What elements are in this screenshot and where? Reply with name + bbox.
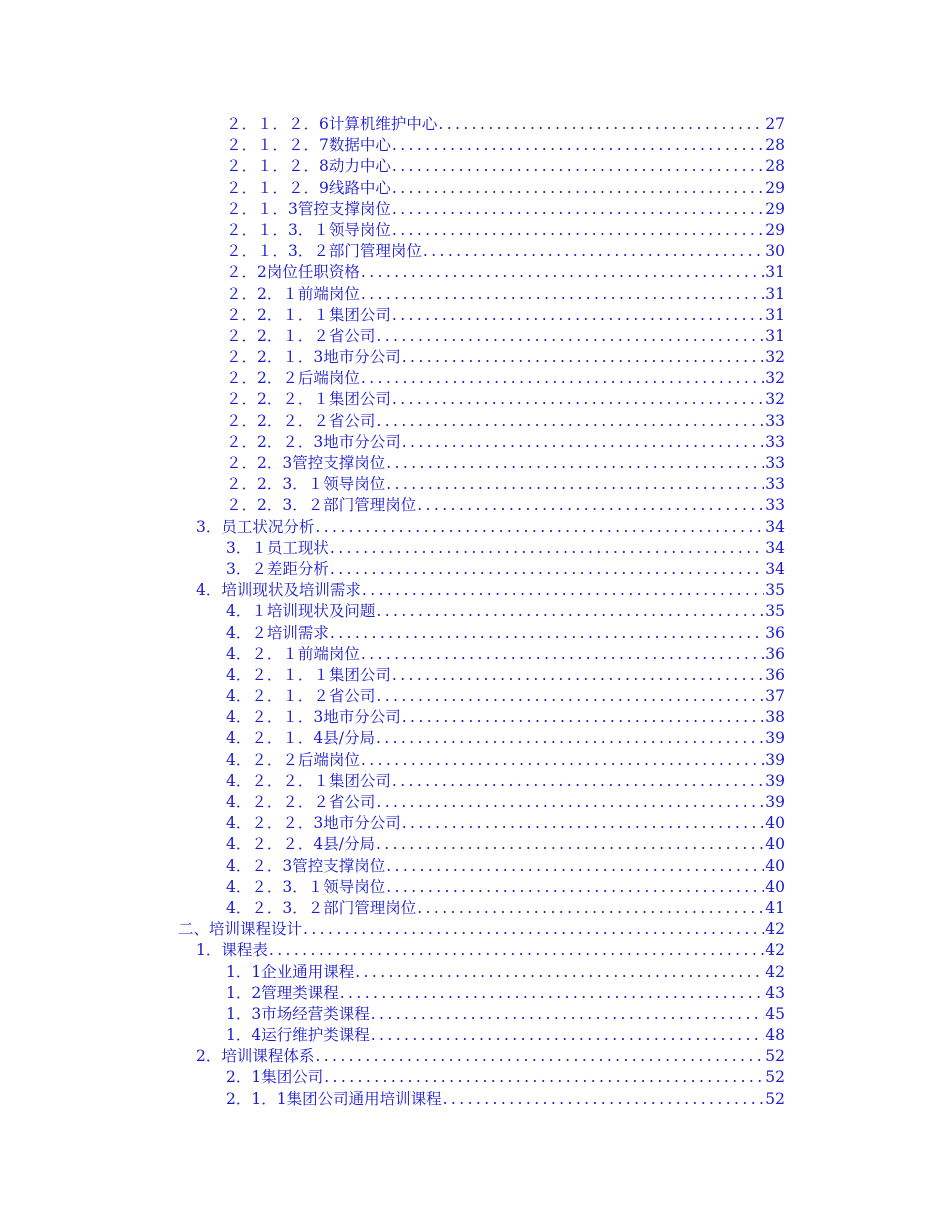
toc-entry[interactable]: [226, 495, 785, 516]
toc-entry-page-number: 31: [765, 263, 785, 282]
toc-dot-leader: [401, 347, 765, 368]
toc-dot-leader: [370, 1004, 765, 1025]
toc-entry-title: ２．2岗位任职资格: [226, 263, 360, 282]
toc-entry-page-number: 52: [765, 1089, 785, 1108]
toc-entry[interactable]: [226, 262, 785, 283]
toc-entry[interactable]: [196, 517, 785, 538]
toc-entry-title: 4．２．２．１集团公司: [226, 771, 391, 790]
toc-entry-page-number: 39: [765, 771, 785, 790]
toc-entry-title: 2．培训课程体系: [196, 1047, 315, 1066]
toc-entry-title: ２．１．3．１领导岗位: [226, 220, 391, 239]
toc-entry-page-number: 43: [765, 983, 785, 1002]
toc-entry-page-number: 35: [765, 581, 785, 600]
toc-dot-leader: [375, 686, 764, 707]
toc-entry-title: ２．2．２．3地市分公司: [226, 432, 401, 451]
toc-entry-title: 4．２．１前端岗位: [226, 644, 360, 663]
toc-dot-leader: [401, 813, 765, 834]
toc-entry-title: ２．2．１．１集团公司: [226, 305, 391, 324]
toc-dot-leader: [302, 919, 764, 940]
toc-entry-title: ２．2．２．１集团公司: [226, 390, 391, 409]
toc-dot-leader: [385, 453, 764, 474]
toc-entry-title: ２．2．１．２省公司: [226, 326, 376, 345]
toc-entry-page-number: 42: [765, 962, 785, 981]
toc-entry[interactable]: [226, 474, 785, 495]
toc-entry-title: 4．培训现状及培训需求: [196, 581, 361, 600]
toc-entry-title: ２．１．２．7数据中心: [226, 136, 391, 155]
toc-entry-title: 1．课程表: [196, 941, 268, 960]
toc-entry[interactable]: [226, 326, 785, 347]
toc-entry-page-number: 36: [765, 644, 785, 663]
toc-dot-leader: [391, 665, 764, 686]
toc-entry[interactable]: [196, 580, 785, 601]
toc-entry[interactable]: [226, 538, 785, 559]
toc-entry-page-number: 39: [765, 793, 785, 811]
toc-dot-leader: [401, 432, 765, 453]
toc-entry[interactable]: [196, 940, 785, 961]
toc-dot-leader: [360, 644, 764, 665]
toc-entry-page-number: 41: [765, 898, 785, 917]
toc-entry[interactable]: [226, 1004, 785, 1025]
toc-dot-leader: [361, 580, 764, 601]
toc-entry[interactable]: [226, 347, 785, 368]
toc-dot-leader: [375, 326, 764, 347]
toc-entry-page-number: 48: [765, 1026, 785, 1045]
toc-entry[interactable]: [226, 1025, 785, 1046]
toc-dot-leader: [385, 877, 764, 898]
toc-dot-leader: [314, 517, 764, 538]
toc-entry-title: 4．２．１．3地市分公司: [226, 708, 401, 727]
toc-entry-page-number: 36: [765, 623, 785, 642]
toc-dot-leader: [391, 305, 764, 326]
toc-entry-page-number: 40: [765, 877, 785, 896]
toc-entry-title: ２．2．3管控支撑岗位: [226, 454, 386, 472]
toc-dot-leader: [329, 559, 764, 580]
toc-entry[interactable]: [226, 771, 785, 792]
toc-dot-leader: [442, 1089, 765, 1110]
toc-dot-leader: [391, 156, 764, 177]
toc-entry[interactable]: [178, 919, 785, 940]
toc-entry[interactable]: [226, 962, 785, 983]
toc-entry-page-number: 39: [765, 750, 785, 769]
toc-entry-title: 4．１培训现状及问题: [226, 602, 376, 621]
toc-entry[interactable]: [226, 601, 785, 622]
toc-entry[interactable]: [226, 856, 785, 877]
toc-entry-title: ２．2．１．3地市分公司: [226, 348, 401, 367]
toc-entry-title: 二、培训课程设计: [178, 920, 303, 939]
toc-entry-page-number: 29: [765, 220, 785, 239]
toc-dot-leader: [391, 220, 764, 241]
toc-entry-title: 4．２．２．２省公司: [226, 793, 376, 811]
toc-dot-leader: [375, 411, 764, 432]
toc-entry-title: 3．２差距分析: [226, 559, 329, 578]
toc-entry-title: 2．1．1集团公司通用培训课程: [226, 1089, 442, 1108]
toc-entry[interactable]: [226, 156, 785, 177]
toc-entry-page-number: 31: [765, 326, 785, 345]
toc-entry[interactable]: [196, 1046, 785, 1067]
toc-entry[interactable]: [226, 432, 785, 453]
toc-dot-leader: [385, 856, 764, 877]
toc-entry[interactable]: [226, 792, 785, 813]
toc-entry[interactable]: [226, 623, 785, 644]
toc-entry[interactable]: [226, 135, 785, 156]
toc-entry-page-number: 37: [765, 687, 785, 706]
toc-dot-leader: [339, 983, 765, 1004]
toc-entry[interactable]: [226, 750, 785, 771]
toc-dot-leader: [375, 792, 764, 813]
toc-entry[interactable]: [226, 834, 785, 855]
toc-dot-leader: [314, 1046, 764, 1067]
toc-entry[interactable]: [226, 411, 785, 432]
toc-entry-page-number: 30: [765, 242, 785, 261]
toc-dot-leader: [268, 940, 764, 961]
toc-entry[interactable]: [226, 728, 785, 749]
toc-entry-title: ２．2．２后端岗位: [226, 369, 360, 388]
toc-entry-title: ２．2．１前端岗位: [226, 284, 360, 303]
toc-entry-title: 1．1企业通用课程: [226, 962, 355, 981]
toc-dot-leader: [360, 368, 764, 389]
toc-entry-page-number: 33: [765, 411, 785, 430]
toc-entry-title: 4．２．3管控支撑岗位: [226, 856, 386, 875]
toc-dot-leader: [375, 834, 764, 855]
toc-dot-leader: [354, 962, 764, 983]
toc-entry-title: 4．２．3．２部门管理岗位: [226, 898, 417, 917]
toc-entry-page-number: 33: [765, 496, 785, 515]
toc-entry[interactable]: [226, 707, 785, 728]
toc-entry[interactable]: [226, 199, 785, 220]
toc-entry[interactable]: [226, 453, 785, 474]
toc-entry-title: 4．２．２后端岗位: [226, 750, 360, 769]
toc-entry-title: 4．２．１．4县/分局: [226, 729, 375, 748]
toc-entry[interactable]: [226, 898, 785, 919]
toc-entry-page-number: 40: [765, 856, 785, 875]
toc-entry-title: 4．２．１．１集团公司: [226, 665, 391, 684]
toc-entry[interactable]: [226, 178, 785, 199]
toc-entry[interactable]: [226, 877, 785, 898]
toc-entry-page-number: 32: [765, 348, 785, 367]
toc-entry[interactable]: [226, 644, 785, 665]
toc-entry-page-number: 33: [765, 475, 785, 494]
toc-entry-title: 4．２．２．4县/分局: [226, 835, 375, 854]
toc-entry-page-number: 52: [765, 1068, 785, 1087]
toc-dot-leader: [391, 389, 764, 410]
toc-entry-title: ２．１．２．8动力中心: [226, 157, 391, 176]
toc-entry-page-number: 32: [765, 390, 785, 409]
toc-dot-leader: [323, 1067, 764, 1088]
toc-dot-leader: [416, 495, 764, 516]
toc-entry-page-number: 34: [765, 559, 785, 578]
table-of-contents: [0, 114, 950, 1110]
toc-dot-leader: [401, 707, 765, 728]
toc-entry-page-number: 32: [765, 369, 785, 388]
toc-entry-page-number: 28: [765, 157, 785, 176]
toc-entry[interactable]: [226, 559, 785, 580]
toc-entry-title: 4．２．２．3地市分公司: [226, 814, 401, 833]
toc-dot-leader: [329, 623, 764, 644]
toc-entry-title: 1．4运行维护类课程: [226, 1026, 370, 1045]
toc-entry-page-number: 40: [765, 814, 785, 833]
toc-entry-title: ２．2．3．２部门管理岗位: [226, 496, 417, 515]
toc-entry-title: 1．2管理类课程: [226, 983, 339, 1002]
toc-entry-page-number: 35: [765, 602, 785, 621]
toc-entry-page-number: 28: [765, 136, 785, 155]
toc-entry-title: 4．２．3．１领导岗位: [226, 877, 386, 896]
toc-entry[interactable]: [226, 368, 785, 389]
toc-entry[interactable]: [226, 284, 785, 305]
toc-dot-leader: [360, 262, 764, 283]
toc-entry-page-number: 38: [765, 708, 785, 727]
toc-entry-title: ２．１．3管控支撑岗位: [226, 199, 391, 218]
toc-dot-leader: [370, 1025, 765, 1046]
toc-dot-leader: [375, 728, 764, 749]
toc-entry-page-number: 42: [765, 920, 785, 939]
toc-entry-page-number: 45: [765, 1004, 785, 1023]
toc-entry[interactable]: [226, 114, 785, 135]
toc-entry[interactable]: [226, 241, 785, 262]
toc-dot-leader: [375, 601, 764, 622]
toc-dot-leader: [329, 538, 764, 559]
toc-entry[interactable]: [226, 305, 785, 326]
toc-entry[interactable]: [226, 665, 785, 686]
toc-dot-leader: [391, 199, 764, 220]
toc-dot-leader: [391, 135, 764, 156]
toc-dot-leader: [422, 241, 764, 262]
toc-entry-page-number: 39: [765, 729, 785, 748]
toc-dot-leader: [360, 750, 764, 771]
toc-entry[interactable]: [226, 1089, 785, 1110]
toc-entry-title: 3．１员工现状: [226, 538, 329, 557]
toc-entry-title: ２．１．２．6计算机维护中心: [226, 115, 438, 133]
toc-entry[interactable]: [226, 389, 785, 410]
toc-entry-page-number: 31: [765, 305, 785, 324]
toc-entry[interactable]: [226, 1067, 785, 1088]
toc-entry-title: 4．２培训需求: [226, 623, 329, 642]
toc-entry[interactable]: [226, 686, 785, 707]
toc-entry-page-number: 33: [765, 432, 785, 451]
toc-entry-page-number: 34: [765, 538, 785, 557]
toc-entry[interactable]: [226, 220, 785, 241]
toc-entry-title: 1．3市场经营类课程: [226, 1004, 370, 1023]
toc-entry-page-number: 52: [765, 1047, 785, 1066]
toc-dot-leader: [360, 284, 764, 305]
toc-entry-page-number: 36: [765, 665, 785, 684]
toc-entry[interactable]: [226, 983, 785, 1004]
toc-entry-title: ２．１．3．２部门管理岗位: [226, 242, 422, 261]
toc-entry-title: ２．2．２．２省公司: [226, 411, 376, 430]
toc-dot-leader: [385, 474, 764, 495]
toc-entry-page-number: 31: [765, 284, 785, 303]
toc-entry-title: 2．1集团公司: [226, 1068, 324, 1087]
toc-entry-page-number: 42: [765, 941, 785, 960]
toc-entry-page-number: 29: [765, 199, 785, 218]
toc-entry-page-number: 40: [765, 835, 785, 854]
toc-entry-title: 3．员工状况分析: [196, 517, 315, 536]
toc-dot-leader: [391, 771, 764, 792]
toc-entry-page-number: 27: [765, 115, 785, 133]
toc-entry-title: 4．２．１．２省公司: [226, 687, 376, 706]
toc-dot-leader: [416, 898, 764, 919]
toc-entry-title: ２．2．3．１领导岗位: [226, 475, 386, 494]
toc-dot-leader: [437, 114, 764, 135]
toc-entry[interactable]: [226, 813, 785, 834]
toc-entry-page-number: 29: [765, 178, 785, 197]
toc-entry-page-number: 34: [765, 517, 785, 536]
toc-entry-page-number: 33: [765, 454, 785, 472]
toc-entry-title: ２．１．２．9线路中心: [226, 178, 391, 197]
toc-dot-leader: [391, 178, 764, 199]
